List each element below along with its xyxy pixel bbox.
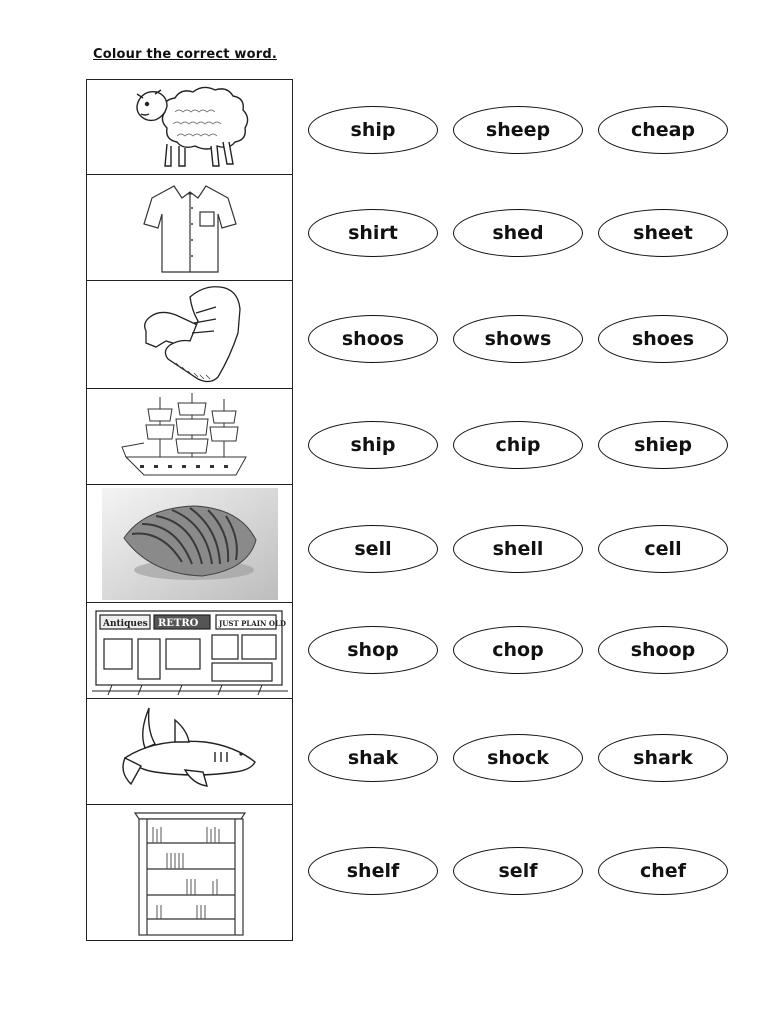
shelf-icon	[127, 807, 253, 939]
picture-cell-shop	[87, 603, 292, 699]
answer-row-4	[308, 421, 730, 471]
word-option[interactable]: shop	[308, 626, 438, 674]
word-option[interactable]: sheep	[453, 106, 583, 154]
shop-sign-antiques: Antiques	[102, 618, 148, 629]
shirt-icon	[140, 178, 240, 278]
word-option[interactable]: cheap	[598, 106, 728, 154]
word-option[interactable]: shak	[308, 734, 438, 782]
shop-sign-retro: RETRO	[157, 617, 198, 629]
shell-icon	[102, 488, 278, 600]
word-option[interactable]: chop	[453, 626, 583, 674]
word-option[interactable]: shirt	[308, 209, 438, 257]
word-option[interactable]: shell	[453, 525, 583, 573]
word-option[interactable]: ship	[308, 421, 438, 469]
answer-row-2	[308, 209, 730, 259]
picture-cell-shirt	[87, 175, 292, 281]
picture-cell-shark	[87, 699, 292, 805]
word-option[interactable]: shark	[598, 734, 728, 782]
word-option[interactable]: shiep	[598, 421, 728, 469]
word-option[interactable]: chef	[598, 847, 728, 895]
worksheet-title: Colour the correct word.	[93, 47, 277, 62]
word-option[interactable]: cell	[598, 525, 728, 573]
word-option[interactable]: self	[453, 847, 583, 895]
answer-row-8	[308, 847, 730, 897]
shark-icon	[115, 704, 265, 800]
picture-cell-sheep	[87, 80, 292, 175]
shoes-icon	[130, 283, 250, 387]
word-option[interactable]: shoop	[598, 626, 728, 674]
picture-column	[86, 79, 293, 941]
sheep-icon	[125, 82, 255, 172]
ship-icon	[120, 391, 260, 483]
word-option[interactable]: sell	[308, 525, 438, 573]
word-option[interactable]: shoos	[308, 315, 438, 363]
answer-row-6	[308, 626, 730, 676]
word-option[interactable]: shed	[453, 209, 583, 257]
picture-cell-ship	[87, 389, 292, 485]
answer-row-3	[308, 315, 730, 365]
shop-sign-just-plain-old: JUST PLAIN OLD	[218, 618, 286, 628]
word-option[interactable]: chip	[453, 421, 583, 469]
word-option[interactable]: shows	[453, 315, 583, 363]
picture-cell-shell	[87, 485, 292, 603]
picture-cell-shoes	[87, 281, 292, 389]
word-option[interactable]: shelf	[308, 847, 438, 895]
picture-cell-shelf	[87, 805, 292, 940]
answer-row-1	[308, 106, 730, 156]
word-option[interactable]: shock	[453, 734, 583, 782]
word-option[interactable]: ship	[308, 106, 438, 154]
answer-row-7	[308, 734, 730, 784]
word-option[interactable]: sheet	[598, 209, 728, 257]
answer-row-5	[308, 525, 730, 575]
shop-icon	[92, 605, 288, 697]
word-option[interactable]: shoes	[598, 315, 728, 363]
